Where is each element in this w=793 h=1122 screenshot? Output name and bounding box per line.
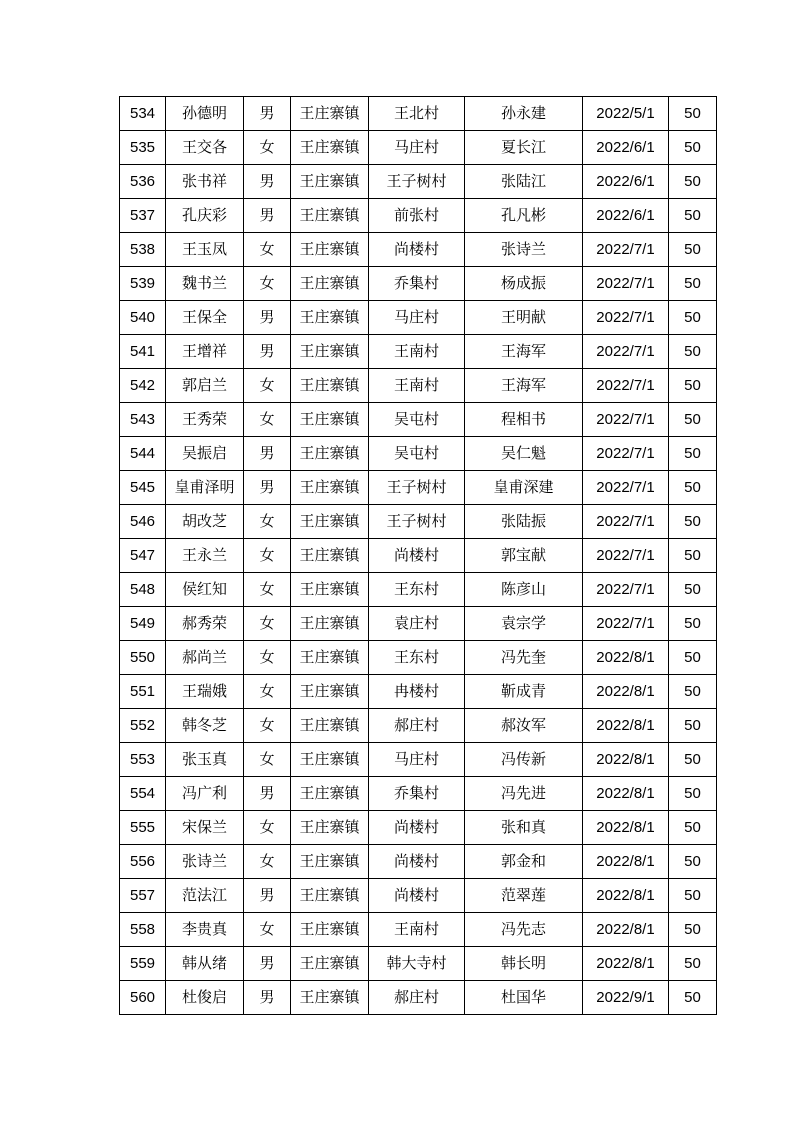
amount-cell: 50: [669, 743, 717, 777]
agent-name-cell: 郭宝献: [465, 539, 583, 573]
gender-cell: 男: [244, 981, 291, 1015]
table-row: [120, 641, 717, 675]
gender-cell: 男: [244, 301, 291, 335]
village-cell: 王南村: [369, 335, 465, 369]
serial-number-cell: 537: [120, 199, 166, 233]
town-cell: 王庄寨镇: [291, 607, 369, 641]
name-cell: 皇甫泽明: [166, 471, 244, 505]
name-cell: 韩从绪: [166, 947, 244, 981]
table-row: [120, 233, 717, 267]
agent-name-cell: 冯先奎: [465, 641, 583, 675]
amount-cell: 50: [669, 845, 717, 879]
amount-cell: 50: [669, 573, 717, 607]
village-cell: 王南村: [369, 369, 465, 403]
amount-cell: 50: [669, 947, 717, 981]
agent-name-cell: 吴仁魁: [465, 437, 583, 471]
village-cell: 乔集村: [369, 267, 465, 301]
serial-number-cell: 538: [120, 233, 166, 267]
village-cell: 尚楼村: [369, 811, 465, 845]
amount-cell: 50: [669, 675, 717, 709]
village-cell: 王北村: [369, 97, 465, 131]
serial-number-cell: 555: [120, 811, 166, 845]
town-cell: 王庄寨镇: [291, 233, 369, 267]
agent-name-cell: 冯传新: [465, 743, 583, 777]
agent-name-cell: 陈彦山: [465, 573, 583, 607]
amount-cell: 50: [669, 199, 717, 233]
serial-number-cell: 552: [120, 709, 166, 743]
agent-name-cell: 王海军: [465, 369, 583, 403]
date-cell: 2022/7/1: [583, 437, 669, 471]
town-cell: 王庄寨镇: [291, 403, 369, 437]
name-cell: 魏书兰: [166, 267, 244, 301]
name-cell: 张诗兰: [166, 845, 244, 879]
agent-name-cell: 冯先志: [465, 913, 583, 947]
table-row: [120, 743, 717, 777]
table-row: [120, 301, 717, 335]
agent-name-cell: 靳成青: [465, 675, 583, 709]
amount-cell: 50: [669, 777, 717, 811]
date-cell: 2022/7/1: [583, 607, 669, 641]
gender-cell: 女: [244, 505, 291, 539]
date-cell: 2022/6/1: [583, 165, 669, 199]
amount-cell: 50: [669, 165, 717, 199]
gender-cell: 男: [244, 97, 291, 131]
table-row: [120, 403, 717, 437]
serial-number-cell: 553: [120, 743, 166, 777]
date-cell: 2022/7/1: [583, 369, 669, 403]
gender-cell: 男: [244, 879, 291, 913]
agent-name-cell: 杨成振: [465, 267, 583, 301]
table-row: [120, 437, 717, 471]
gender-cell: 女: [244, 369, 291, 403]
town-cell: 王庄寨镇: [291, 437, 369, 471]
town-cell: 王庄寨镇: [291, 947, 369, 981]
village-cell: 王东村: [369, 641, 465, 675]
table-row: [120, 913, 717, 947]
gender-cell: 女: [244, 131, 291, 165]
agent-name-cell: 冯先进: [465, 777, 583, 811]
date-cell: 2022/8/1: [583, 879, 669, 913]
name-cell: 张书祥: [166, 165, 244, 199]
gender-cell: 女: [244, 641, 291, 675]
amount-cell: 50: [669, 641, 717, 675]
serial-number-cell: 557: [120, 879, 166, 913]
serial-number-cell: 535: [120, 131, 166, 165]
town-cell: 王庄寨镇: [291, 301, 369, 335]
serial-number-cell: 554: [120, 777, 166, 811]
village-cell: 冉楼村: [369, 675, 465, 709]
date-cell: 2022/8/1: [583, 811, 669, 845]
table-row: [120, 369, 717, 403]
gender-cell: 女: [244, 913, 291, 947]
serial-number-cell: 560: [120, 981, 166, 1015]
town-cell: 王庄寨镇: [291, 97, 369, 131]
gender-cell: 男: [244, 777, 291, 811]
village-cell: 王东村: [369, 573, 465, 607]
village-cell: 前张村: [369, 199, 465, 233]
table-row: [120, 947, 717, 981]
date-cell: 2022/8/1: [583, 913, 669, 947]
name-cell: 王保全: [166, 301, 244, 335]
town-cell: 王庄寨镇: [291, 879, 369, 913]
village-cell: 吴屯村: [369, 403, 465, 437]
amount-cell: 50: [669, 913, 717, 947]
town-cell: 王庄寨镇: [291, 573, 369, 607]
date-cell: 2022/7/1: [583, 335, 669, 369]
agent-name-cell: 袁宗学: [465, 607, 583, 641]
village-cell: 王子树村: [369, 505, 465, 539]
agent-name-cell: 张陆振: [465, 505, 583, 539]
town-cell: 王庄寨镇: [291, 267, 369, 301]
table-row: [120, 131, 717, 165]
amount-cell: 50: [669, 403, 717, 437]
town-cell: 王庄寨镇: [291, 777, 369, 811]
village-cell: 王子树村: [369, 471, 465, 505]
name-cell: 胡改芝: [166, 505, 244, 539]
town-cell: 王庄寨镇: [291, 743, 369, 777]
name-cell: 韩冬芝: [166, 709, 244, 743]
gender-cell: 女: [244, 539, 291, 573]
village-cell: 马庄村: [369, 131, 465, 165]
table-row: [120, 471, 717, 505]
gender-cell: 女: [244, 845, 291, 879]
gender-cell: 女: [244, 709, 291, 743]
table-row: [120, 199, 717, 233]
amount-cell: 50: [669, 811, 717, 845]
name-cell: 郝秀荣: [166, 607, 244, 641]
name-cell: 郭启兰: [166, 369, 244, 403]
town-cell: 王庄寨镇: [291, 335, 369, 369]
date-cell: 2022/6/1: [583, 199, 669, 233]
date-cell: 2022/5/1: [583, 97, 669, 131]
gender-cell: 女: [244, 743, 291, 777]
gender-cell: 男: [244, 437, 291, 471]
name-cell: 吴振启: [166, 437, 244, 471]
date-cell: 2022/7/1: [583, 539, 669, 573]
village-cell: 尚楼村: [369, 845, 465, 879]
name-cell: 郝尚兰: [166, 641, 244, 675]
name-cell: 王永兰: [166, 539, 244, 573]
amount-cell: 50: [669, 539, 717, 573]
village-cell: 王子树村: [369, 165, 465, 199]
name-cell: 李贵真: [166, 913, 244, 947]
village-cell: 吴屯村: [369, 437, 465, 471]
name-cell: 王交各: [166, 131, 244, 165]
serial-number-cell: 549: [120, 607, 166, 641]
village-cell: 乔集村: [369, 777, 465, 811]
town-cell: 王庄寨镇: [291, 471, 369, 505]
serial-number-cell: 539: [120, 267, 166, 301]
gender-cell: 女: [244, 607, 291, 641]
date-cell: 2022/8/1: [583, 675, 669, 709]
town-cell: 王庄寨镇: [291, 913, 369, 947]
gender-cell: 女: [244, 573, 291, 607]
village-cell: 郝庄村: [369, 981, 465, 1015]
table-row: [120, 267, 717, 301]
date-cell: 2022/7/1: [583, 301, 669, 335]
name-cell: 孔庆彩: [166, 199, 244, 233]
date-cell: 2022/7/1: [583, 267, 669, 301]
serial-number-cell: 556: [120, 845, 166, 879]
agent-name-cell: 韩长明: [465, 947, 583, 981]
name-cell: 侯红知: [166, 573, 244, 607]
date-cell: 2022/7/1: [583, 505, 669, 539]
name-cell: 冯广利: [166, 777, 244, 811]
agent-name-cell: 郭金和: [465, 845, 583, 879]
agent-name-cell: 孙永建: [465, 97, 583, 131]
gender-cell: 女: [244, 267, 291, 301]
serial-number-cell: 559: [120, 947, 166, 981]
amount-cell: 50: [669, 267, 717, 301]
agent-name-cell: 张诗兰: [465, 233, 583, 267]
amount-cell: 50: [669, 607, 717, 641]
table-row: [120, 777, 717, 811]
amount-cell: 50: [669, 233, 717, 267]
serial-number-cell: 534: [120, 97, 166, 131]
amount-cell: 50: [669, 471, 717, 505]
village-cell: 尚楼村: [369, 879, 465, 913]
serial-number-cell: 550: [120, 641, 166, 675]
date-cell: 2022/8/1: [583, 743, 669, 777]
village-cell: 郝庄村: [369, 709, 465, 743]
gender-cell: 男: [244, 471, 291, 505]
amount-cell: 50: [669, 981, 717, 1015]
name-cell: 范法江: [166, 879, 244, 913]
table-row: [120, 505, 717, 539]
village-cell: 韩大寺村: [369, 947, 465, 981]
gender-cell: 女: [244, 811, 291, 845]
gender-cell: 男: [244, 947, 291, 981]
serial-number-cell: 547: [120, 539, 166, 573]
name-cell: 杜俊启: [166, 981, 244, 1015]
date-cell: 2022/8/1: [583, 777, 669, 811]
amount-cell: 50: [669, 97, 717, 131]
town-cell: 王庄寨镇: [291, 131, 369, 165]
table-row: [120, 981, 717, 1015]
amount-cell: 50: [669, 335, 717, 369]
town-cell: 王庄寨镇: [291, 165, 369, 199]
name-cell: 王玉凤: [166, 233, 244, 267]
date-cell: 2022/7/1: [583, 403, 669, 437]
gender-cell: 男: [244, 165, 291, 199]
date-cell: 2022/7/1: [583, 573, 669, 607]
date-cell: 2022/6/1: [583, 131, 669, 165]
amount-cell: 50: [669, 437, 717, 471]
town-cell: 王庄寨镇: [291, 675, 369, 709]
table-row: [120, 879, 717, 913]
town-cell: 王庄寨镇: [291, 845, 369, 879]
roster-table-body: [120, 97, 717, 1015]
date-cell: 2022/8/1: [583, 709, 669, 743]
serial-number-cell: 545: [120, 471, 166, 505]
table-row: [120, 675, 717, 709]
agent-name-cell: 郝汝军: [465, 709, 583, 743]
table-row: [120, 539, 717, 573]
gender-cell: 男: [244, 199, 291, 233]
table-row: [120, 165, 717, 199]
name-cell: 孙德明: [166, 97, 244, 131]
table-row: [120, 335, 717, 369]
table-row: [120, 97, 717, 131]
name-cell: 王瑞娥: [166, 675, 244, 709]
agent-name-cell: 张和真: [465, 811, 583, 845]
gender-cell: 女: [244, 403, 291, 437]
name-cell: 宋保兰: [166, 811, 244, 845]
date-cell: 2022/9/1: [583, 981, 669, 1015]
town-cell: 王庄寨镇: [291, 641, 369, 675]
amount-cell: 50: [669, 369, 717, 403]
date-cell: 2022/7/1: [583, 471, 669, 505]
town-cell: 王庄寨镇: [291, 981, 369, 1015]
town-cell: 王庄寨镇: [291, 811, 369, 845]
amount-cell: 50: [669, 709, 717, 743]
name-cell: 王增祥: [166, 335, 244, 369]
serial-number-cell: 541: [120, 335, 166, 369]
village-cell: 袁庄村: [369, 607, 465, 641]
serial-number-cell: 540: [120, 301, 166, 335]
table-row: [120, 811, 717, 845]
gender-cell: 男: [244, 335, 291, 369]
agent-name-cell: 皇甫深建: [465, 471, 583, 505]
town-cell: 王庄寨镇: [291, 199, 369, 233]
agent-name-cell: 王海军: [465, 335, 583, 369]
serial-number-cell: 546: [120, 505, 166, 539]
agent-name-cell: 杜国华: [465, 981, 583, 1015]
date-cell: 2022/8/1: [583, 641, 669, 675]
date-cell: 2022/7/1: [583, 233, 669, 267]
amount-cell: 50: [669, 301, 717, 335]
amount-cell: 50: [669, 505, 717, 539]
table-row: [120, 709, 717, 743]
serial-number-cell: 548: [120, 573, 166, 607]
table-row: [120, 845, 717, 879]
village-cell: 王南村: [369, 913, 465, 947]
serial-number-cell: 551: [120, 675, 166, 709]
village-cell: 马庄村: [369, 743, 465, 777]
village-cell: 尚楼村: [369, 233, 465, 267]
town-cell: 王庄寨镇: [291, 369, 369, 403]
name-cell: 张玉真: [166, 743, 244, 777]
village-cell: 尚楼村: [369, 539, 465, 573]
town-cell: 王庄寨镇: [291, 505, 369, 539]
table-row: [120, 607, 717, 641]
agent-name-cell: 孔凡彬: [465, 199, 583, 233]
agent-name-cell: 范翠莲: [465, 879, 583, 913]
town-cell: 王庄寨镇: [291, 539, 369, 573]
agent-name-cell: 夏长江: [465, 131, 583, 165]
serial-number-cell: 543: [120, 403, 166, 437]
date-cell: 2022/8/1: [583, 845, 669, 879]
town-cell: 王庄寨镇: [291, 709, 369, 743]
agent-name-cell: 张陆江: [465, 165, 583, 199]
table-row: [120, 573, 717, 607]
name-cell: 王秀荣: [166, 403, 244, 437]
serial-number-cell: 542: [120, 369, 166, 403]
amount-cell: 50: [669, 131, 717, 165]
serial-number-cell: 558: [120, 913, 166, 947]
serial-number-cell: 536: [120, 165, 166, 199]
date-cell: 2022/8/1: [583, 947, 669, 981]
agent-name-cell: 王明献: [465, 301, 583, 335]
gender-cell: 女: [244, 233, 291, 267]
roster-table: [119, 96, 717, 1015]
amount-cell: 50: [669, 879, 717, 913]
village-cell: 马庄村: [369, 301, 465, 335]
gender-cell: 女: [244, 675, 291, 709]
agent-name-cell: 程相书: [465, 403, 583, 437]
serial-number-cell: 544: [120, 437, 166, 471]
